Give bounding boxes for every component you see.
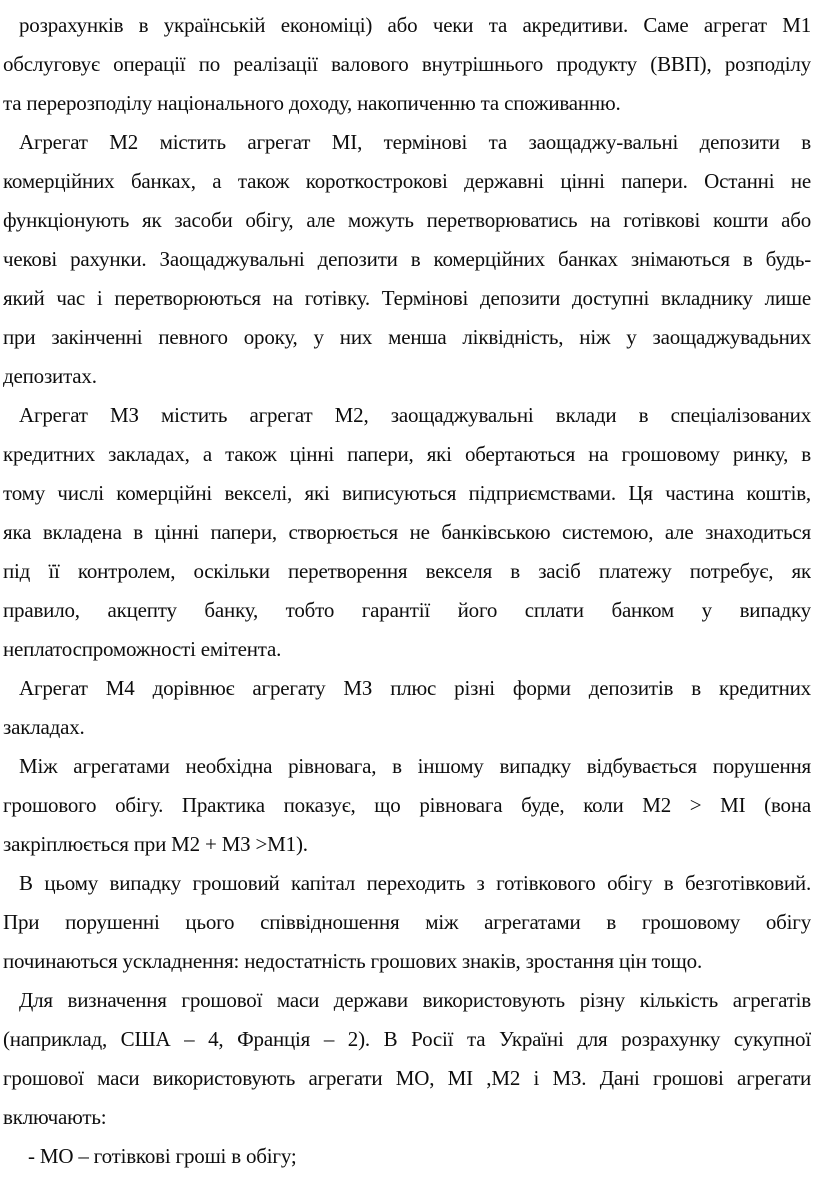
- text-line: закладах.: [3, 715, 85, 739]
- paragraph: [3, 123, 811, 396]
- text-line: комерційних банках, а також короткострокові державні цінні папери. Останні не: [3, 169, 811, 193]
- text-line: під її контролем, оскільки перетворення векселя в засіб платежу потребує, як: [3, 559, 811, 583]
- text-line: функціонують як засоби обігу, але можуть перетворюватись на готівкові кошти або: [3, 208, 811, 232]
- text-line: розрахунків в українській економіці) або чеки та акредитиви. Саме агрегат М1: [19, 13, 811, 37]
- text-line: Агрегат М4 дорівнює агрегату МЗ плюс різні форми депозитів в кредитних: [19, 676, 811, 700]
- paragraph: [3, 396, 811, 669]
- text-line: тому числі комерційні векселі, які виписуються підприємствами. Ця частина коштів,: [3, 481, 811, 505]
- text-line: При порушенні цього співвідношення між агрегатами в грошовому обігу: [3, 910, 811, 934]
- text-line: В цьому випадку грошовий капітал переходить з готівкового обігу в безготівковий.: [19, 871, 811, 895]
- paragraph: [3, 981, 811, 1137]
- text-line: Агрегат М2 містить агрегат МІ, термінові та заощаджу-вальні депозити в: [19, 130, 811, 154]
- text-line: неплатоспроможності емітента.: [3, 637, 282, 661]
- text-line: який час і перетворюються на готівку. Термінові депозити доступні вкладнику лише: [3, 286, 811, 310]
- paragraph: [3, 1137, 811, 1176]
- paragraph: [3, 864, 811, 981]
- paragraph: [3, 6, 811, 123]
- text-line: яка вкладена в цінні папери, створюється не банківською системою, але знаходиться: [3, 520, 811, 544]
- paragraph: [3, 747, 811, 864]
- text-line: та перерозподілу національного доходу, накопиченню та споживанню.: [3, 91, 621, 115]
- text-line: депозитах.: [3, 364, 97, 388]
- text-line: чекові рахунки. Заощаджувальні депозити в комерційних банках знімаються в будь-: [3, 247, 811, 271]
- text-line: правило, акцепту банку, тобто гарантії його сплати банком у випадку: [3, 598, 811, 622]
- text-line: при закінченні певного ороку, у них менша ліквідність, ніж у заощаджувадьних: [3, 325, 811, 349]
- text-line: Агрегат МЗ містить агрегат М2, заощаджувальні вклади в спеціалізованих: [19, 403, 811, 427]
- text-line: починаються ускладнення: недостатність грошових знаків, зростання цін тощо.: [3, 949, 702, 973]
- text-line: закріплюється при М2 + МЗ >М1).: [3, 832, 308, 856]
- text-line: кредитних закладах, а також цінні папери, які обертаються на грошовому ринку, в: [3, 442, 811, 466]
- list-item-m0: - МО – готівкові гроші в обігу;: [28, 1144, 297, 1168]
- text-line: обслуговує операції по реалізації валового внутрішнього продукту (ВВП), розподілу: [3, 52, 811, 76]
- text-line: (наприклад, США – 4, Франція – 2). В Росії та Україні для розрахунку сукупної: [3, 1027, 811, 1051]
- text-line: Для визначення грошової маси держави використовують різну кількість агрегатів: [19, 988, 811, 1012]
- text-line: грошової маси використовують агрегати МО, МІ ,М2 і МЗ. Дані грошові агрегати: [3, 1066, 811, 1090]
- text-line: Між агрегатами необхідна рівновага, в іншому випадку відбувається порушення: [19, 754, 811, 778]
- text-line: грошового обігу. Практика показує, що рівновага буде, коли М2 > МІ (вона: [3, 793, 811, 817]
- text-line: включають:: [3, 1105, 107, 1129]
- paragraph: [3, 669, 811, 747]
